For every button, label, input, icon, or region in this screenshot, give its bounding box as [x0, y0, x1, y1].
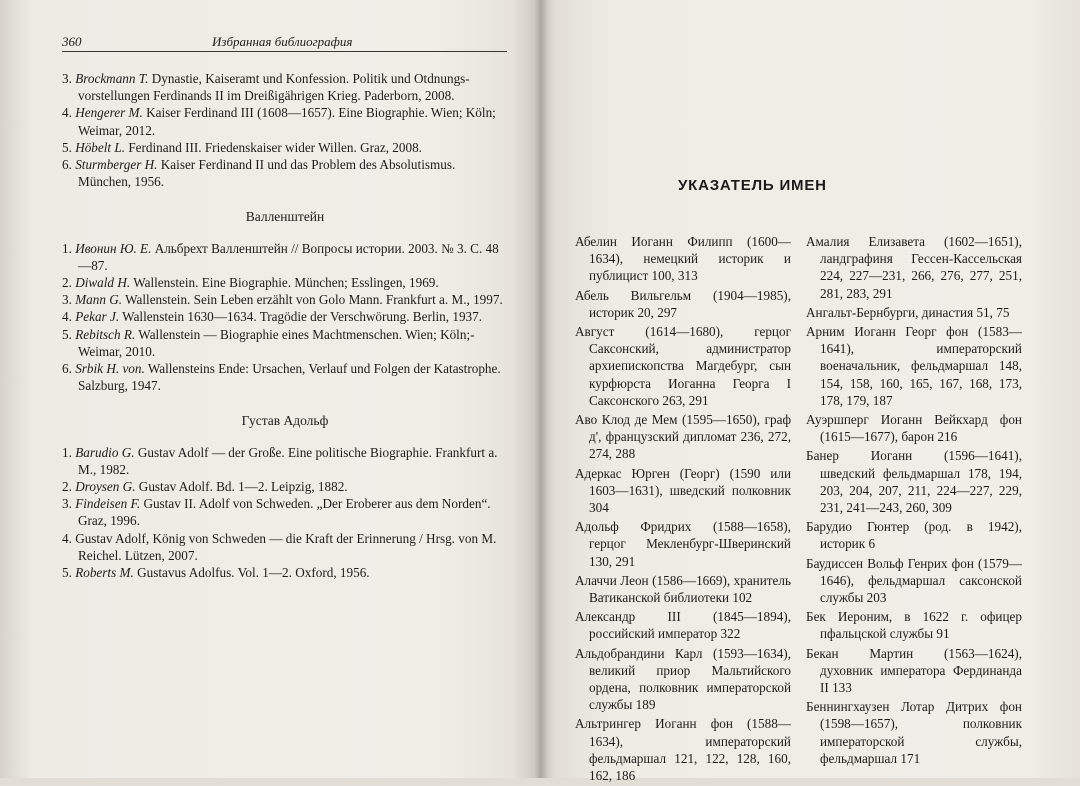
- index-title: УКАЗАТЕЛЬ ИМЕН: [678, 177, 827, 194]
- entry-author: Diwald H.: [75, 275, 131, 291]
- index-entry: Александр III (1845—1894), российский император 322: [575, 609, 791, 642]
- entry-text: Wallenstein. Sein Leben erzählt von Golo Mann. Frankfurt a. M., 1997.: [122, 292, 503, 308]
- bibliography-entry: [62, 564, 508, 581]
- index-entry: Баудиссен Вольф Генрих фон (1579—1646), фельдмаршал саксонской службы 203: [806, 555, 1022, 606]
- bibliography-entry: [62, 326, 508, 360]
- index-entry: Альтрингер Иоганн фон (1588—1634), императорский фельдмаршал 121, 122, 128, 160, 162, 186: [575, 716, 791, 784]
- section-heading-gustav: Густав Адольф: [241, 413, 329, 429]
- index-entry: Ауэршперг Иоганн Вейкхард фон (1615—1677), барон 216: [806, 412, 1022, 445]
- bibliography-group-ferdinand: [62, 70, 508, 190]
- entry-number: 1.: [62, 444, 72, 460]
- entry-author: Pekar J.: [75, 309, 120, 325]
- index-entry: Бек Иероним, в 1622 г. офицер пфальцской службы 91: [806, 609, 1022, 642]
- entry-number: 6.: [62, 361, 72, 377]
- index-entry: Беннингхаузен Лотар Дитрих фон (1598—1657), полковник императорской службы, фельдмаршал 171: [806, 699, 1022, 766]
- page-number: 360: [62, 34, 82, 49]
- entry-number: 6.: [62, 157, 72, 173]
- bibliography-group-gustav: [62, 444, 508, 582]
- bibliography-entry: [62, 139, 508, 156]
- entry-author: Mann G.: [75, 292, 123, 308]
- index-entry: Ангальт-Бернбурги, династия 51, 75: [806, 304, 1010, 320]
- index-entry: Банер Иоганн (1596—1641), шведский фельдмаршал 178, 194, 203, 204, 207, 211, 224—227, 229, 231, 241—243, 260, 309: [806, 448, 1022, 516]
- entry-text: Gustav Adolf. Bd. 1—2. Leipzig, 1882.: [135, 479, 348, 495]
- entry-number: 3.: [62, 292, 72, 308]
- entry-number: 2.: [62, 479, 72, 495]
- bibliography-entry: [62, 478, 508, 495]
- left-page: [0, 0, 540, 778]
- entry-text: Wallensteins Ende: Ursachen, Verlauf und Folgen der Katastrophe. Salzburg, 1947.: [78, 361, 501, 394]
- index-entry: Абель Вильгельм (1904—1985), историк 20, 297: [575, 287, 791, 320]
- entry-author: Rebitsch R.: [75, 326, 136, 342]
- index-entry: Барудио Гюнтер (род. в 1942), историк 6: [806, 519, 1022, 552]
- entry-text: Gustav II. Adolf von Schweden. „Der Eroberer aus dem Norden“. Graz, 1996.: [78, 496, 491, 529]
- entry-author: Droysen G.: [75, 479, 136, 495]
- entry-text: Wallenstein. Eine Biographie. München; Esslingen, 1969.: [130, 275, 439, 291]
- entry-text: Gustav Adolf, König von Schweden — die Kraft der Erinnerung / Hrsg. von M. Reichel. Lützen, 2007.: [75, 530, 497, 563]
- bibliography-entry: [62, 444, 508, 478]
- index-entry: Абелин Иоганн Филипп (1600—1634), немецкий историк и публицист 100, 313: [575, 234, 791, 284]
- book-gutter: [534, 0, 548, 778]
- entry-text: Kaiser Ferdinand III (1608—1657). Eine Biographie. Wien; Köln; Weimar, 2012.: [78, 105, 496, 138]
- entry-author: Hengerer M.: [75, 105, 143, 121]
- entry-author: Findeisen F.: [75, 496, 141, 512]
- running-title: Избранная библиография: [212, 34, 353, 49]
- entry-author: Sturmberger H.: [75, 157, 158, 173]
- entry-number: 1.: [62, 240, 72, 256]
- bibliography-entry: [62, 70, 508, 104]
- entry-number: 3.: [62, 496, 72, 512]
- entry-text: Gustav Adolf — der Große. Eine politische Biographie. Frankfurt a. M., 1982.: [78, 444, 498, 477]
- entry-text: Dynastie, Kaiseramt und Konfession. Politik und Otdnungs-vorstellungen Ferdinands II im Dreißigährigen Krieg. Paderborn, 2008.: [78, 71, 470, 104]
- index-entry: Адольф Фридрих (1588—1658), герцог Мекленбург-Шверинский 130, 291: [575, 519, 791, 569]
- bibliography-entry: [62, 308, 508, 325]
- bibliography-list: [62, 70, 508, 581]
- entry-number: 2.: [62, 275, 72, 291]
- section-heading-wallenstein: Валленштейн: [245, 209, 325, 225]
- entry-text: Wallenstein 1630—1634. Tragödie der Verschwörung. Berlin, 1937.: [119, 309, 483, 325]
- bibliography-entry: [62, 291, 508, 308]
- entry-author: Srbik H. von.: [75, 361, 145, 377]
- entry-number: 5.: [62, 139, 72, 155]
- bibliography-entry: [62, 156, 508, 190]
- entry-text: Wallenstein — Biographie eines Machtmenschen. Wien; Köln;-Weimar, 2010.: [78, 326, 475, 359]
- entry-author: Roberts M.: [75, 565, 134, 581]
- index-column-1: [575, 233, 791, 786]
- bibliography-entry: [62, 495, 508, 529]
- entry-text: Ferdinand III. Friedenskaiser wider Willen. Graz, 2008.: [125, 139, 422, 155]
- entry-author: Brockmann T.: [75, 71, 149, 86]
- index-entry: Август (1614—1680), герцог Саксонский, администратор архиепископства Магдебург, сын курфюрста Иоганна Георга I Саксонского 263, 291: [575, 324, 791, 408]
- bibliography-entry: [62, 274, 508, 291]
- entry-text: Альбрехт Валленштейн // Вопросы истории. 2003. № 3. С. 48—87.: [78, 240, 499, 273]
- bibliography-entry: [62, 240, 508, 274]
- entry-number: 5.: [62, 326, 72, 342]
- index-entry: Арним Иоганн Георг фон (1583—1641), императорский военачальник, фельдмаршал 148, 154, 158, 160, 165, 167, 168, 173, 178, 179, 187: [806, 324, 1022, 408]
- index-entry: Альдобрандини Карл (1593—1634), великий приор Мальтийского ордена, полковник императорской службы 189: [575, 645, 791, 713]
- entry-author: Ивонин Ю. Е.: [75, 240, 152, 256]
- entry-author: Höbelt L.: [75, 139, 126, 155]
- entry-text: Gustavus Adolfus. Vol. 1—2. Oxford, 1956.: [133, 565, 370, 581]
- header-rule: [62, 51, 507, 52]
- index-entry: Аво Клод де Мем (1595—1650), граф д', французский дипломат 236, 272, 274, 288: [575, 412, 791, 462]
- entry-number: 4.: [62, 530, 72, 546]
- entry-text: Kaiser Ferdinand II und das Problem des Absolutismus. München, 1956.: [78, 157, 456, 190]
- index-column-2: [806, 233, 1022, 769]
- index-entry: Адеркас Юрген (Георг) (1590 или 1603—1631), шведский полковник 304: [575, 465, 791, 516]
- entry-number: 3.: [62, 71, 72, 86]
- index-entry: Алаччи Леон (1586—1669), хранитель Ватиканской библиотеки 102: [575, 572, 791, 606]
- entry-number: 4.: [62, 105, 72, 121]
- entry-number: 4.: [62, 309, 72, 325]
- entry-author: Barudio G.: [75, 444, 135, 460]
- bibliography-entry: [62, 530, 508, 564]
- index-entry: Амалия Елизавета (1602—1651), ландграфиня Гессен-Кассельская 224, 227—231, 266, 276, 277, 251, 281, 283, 291: [806, 234, 1022, 301]
- bibliography-entry: [62, 360, 508, 394]
- bibliography-entry: [62, 104, 508, 138]
- entry-number: 5.: [62, 565, 72, 581]
- index-entry: Бекан Мартин (1563—1624), духовник императора Фердинанда II 133: [806, 645, 1022, 696]
- bibliography-group-wallenstein: [62, 240, 508, 395]
